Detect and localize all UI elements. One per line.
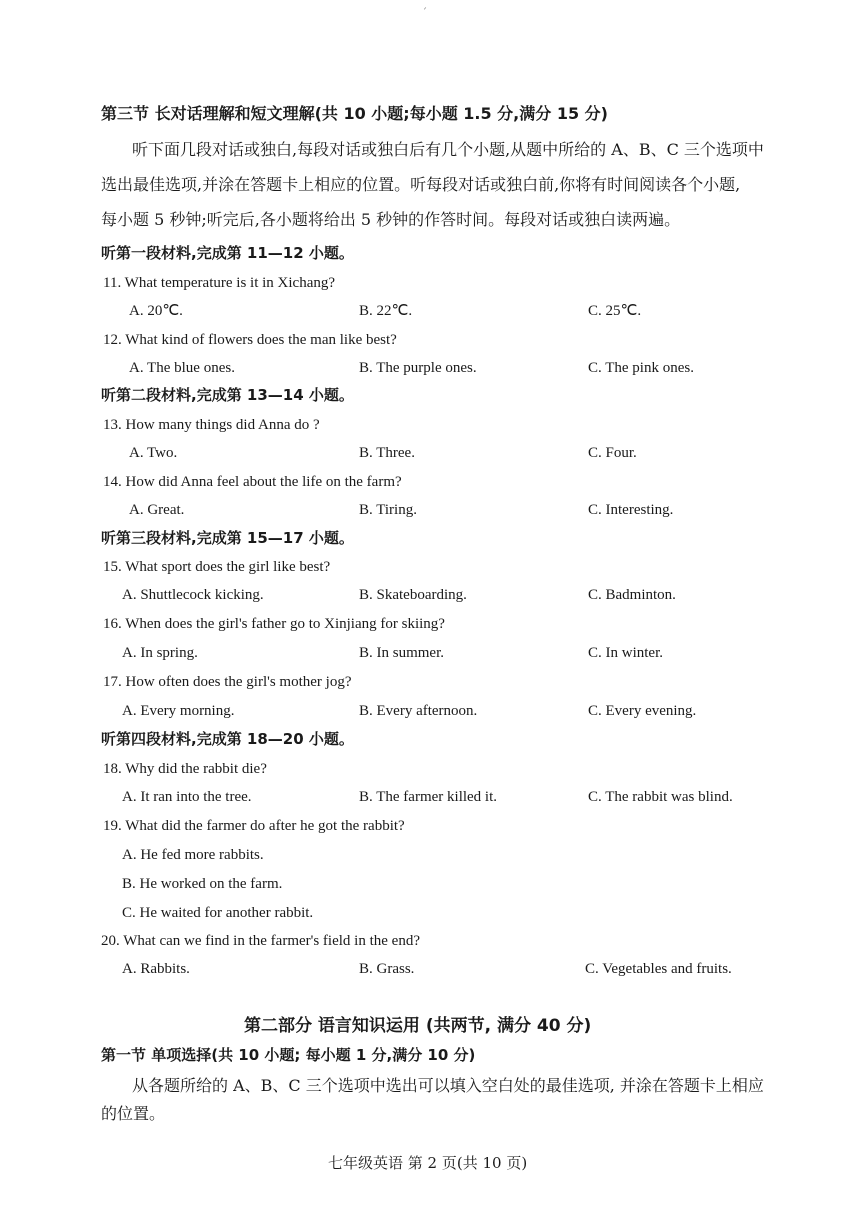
- question-11-option-a: A. 20℃.: [129, 303, 183, 319]
- instructions-line-1: 听下面几段对话或独白,每段对话或独白后有几个小题,从题中所给的 A、B、C 三个选项中: [132, 140, 764, 159]
- question-15-option-a: A. Shuttlecock kicking.: [122, 587, 264, 603]
- part-heading-4: 听第四段材料,完成第 18—20 小题。: [101, 730, 354, 748]
- question-15-option-b: B. Skateboarding.: [359, 587, 467, 603]
- part2-instructions-line-1: 从各题所给的 A、B、C 三个选项中选出可以填入空白处的最佳选项, 并涂在答题卡上相应: [132, 1076, 764, 1095]
- question-14-option-a: A. Great.: [129, 502, 185, 518]
- part2-section1-heading: 第一节 单项选择(共 10 小题; 每小题 1 分,满分 10 分): [101, 1046, 476, 1064]
- part2-heading: 第二部分 语言知识运用 (共两节, 满分 40 分): [244, 1016, 592, 1036]
- question-20-option-a: A. Rabbits.: [122, 961, 190, 977]
- question-12-option-a: A. The blue ones.: [129, 360, 235, 376]
- question-12: 12. What kind of flowers does the man like best?: [103, 332, 397, 348]
- question-19-option-b: B. He worked on the farm.: [122, 876, 283, 892]
- question-15: 15. What sport does the girl like best?: [103, 559, 331, 575]
- question-14-option-b: B. Tiring.: [359, 502, 417, 518]
- part2-instructions-line-2: 的位置。: [101, 1104, 166, 1123]
- question-11-option-b: B. 22℃.: [359, 303, 413, 319]
- instructions-line-3: 每小题 5 秒钟;听完后,各小题将给出 5 秒钟的作答时间。每段对话或独白读两遍。: [101, 210, 681, 229]
- question-13: 13. How many things did Anna do ?: [103, 417, 320, 433]
- question-12-option-b: B. The purple ones.: [359, 360, 477, 376]
- question-18-option-c: C. The rabbit was blind.: [588, 789, 733, 805]
- question-16-option-c: C. In winter.: [588, 645, 663, 661]
- section3-heading: 第三节 长对话理解和短文理解(共 10 小题;每小题 1.5 分,满分 15 分): [101, 104, 608, 123]
- question-18-option-a: A. It ran into the tree.: [122, 789, 252, 805]
- question-15-option-c: C. Badminton.: [588, 587, 676, 603]
- question-17-option-b: B. Every afternoon.: [359, 703, 478, 719]
- part-heading-1: 听第一段材料,完成第 11—12 小题。: [101, 244, 354, 262]
- question-12-option-c: C. The pink ones.: [588, 360, 694, 376]
- question-16-option-a: A. In spring.: [122, 645, 198, 661]
- question-20: 20. What can we find in the farmer's field in the end?: [101, 933, 420, 949]
- question-17-option-a: A. Every morning.: [122, 703, 235, 719]
- question-13-option-a: A. Two.: [129, 445, 178, 461]
- instructions-line-2: 选出最佳选项,并涂在答题卡上相应的位置。听每段对话或独白前,你将有时间阅读各个小题,: [101, 175, 741, 194]
- scan-mark: ˊ: [422, 8, 427, 19]
- part-heading-2: 听第二段材料,完成第 13—14 小题。: [101, 386, 354, 404]
- question-11: 11. What temperature is it in Xichang?: [103, 275, 336, 291]
- question-19-option-a: A. He fed more rabbits.: [122, 847, 264, 863]
- question-16: 16. When does the girl's father go to Xinjiang for skiing?: [103, 616, 445, 632]
- question-17: 17. How often does the girl's mother jog?: [103, 674, 352, 690]
- question-13-option-b: B. Three.: [359, 445, 415, 461]
- question-18: 18. Why did the rabbit die?: [103, 761, 267, 777]
- question-13-option-c: C. Four.: [588, 445, 637, 461]
- question-19: 19. What did the farmer do after he got the rabbit?: [103, 818, 405, 834]
- question-14: 14. How did Anna feel about the life on the farm?: [103, 474, 402, 490]
- part-heading-3: 听第三段材料,完成第 15—17 小题。: [101, 529, 354, 547]
- page-footer: 七年级英语 第 2 页(共 10 页): [328, 1154, 528, 1172]
- question-11-option-c: C. 25℃.: [588, 303, 642, 319]
- question-14-option-c: C. Interesting.: [588, 502, 674, 518]
- question-18-option-b: B. The farmer killed it.: [359, 789, 498, 805]
- question-19-option-c: C. He waited for another rabbit.: [122, 905, 314, 921]
- question-20-option-b: B. Grass.: [359, 961, 415, 977]
- question-17-option-c: C. Every evening.: [588, 703, 697, 719]
- question-16-option-b: B. In summer.: [359, 645, 444, 661]
- question-20-option-c: C. Vegetables and fruits.: [585, 961, 732, 977]
